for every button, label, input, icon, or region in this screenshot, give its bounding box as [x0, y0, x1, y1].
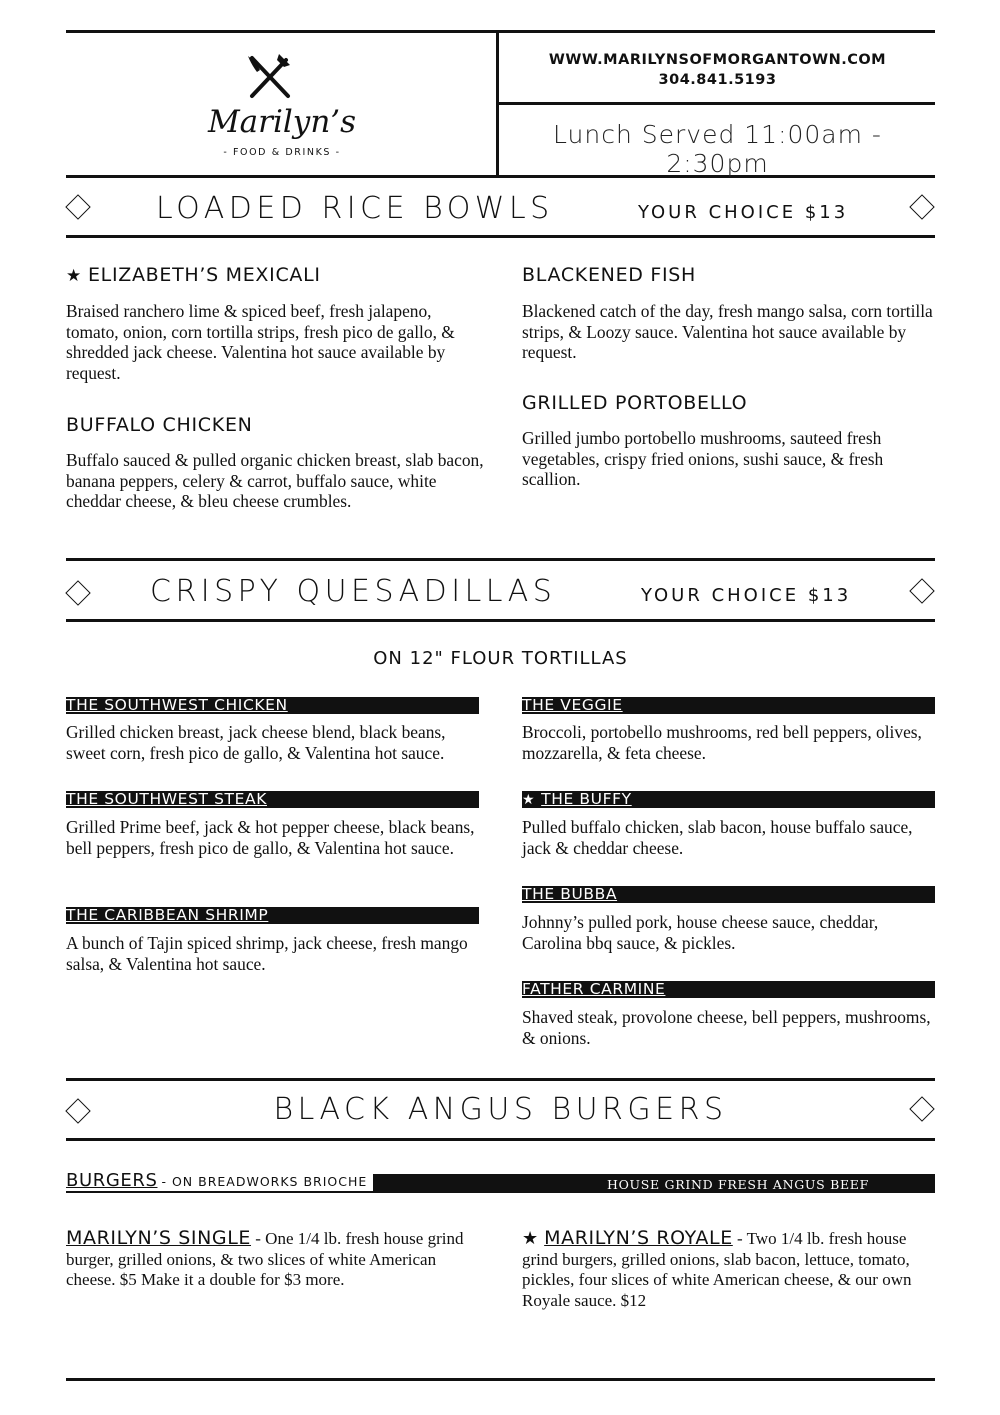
- burgers-beef-note: HOUSE GRIND FRESH ANGUS BEEF: [607, 1177, 869, 1192]
- item-title: THE SOUTHWEST STEAK: [66, 790, 267, 808]
- item-title: BLACKENED FISH: [522, 264, 697, 286]
- item-title: GRILLED PORTOBELLO: [522, 392, 748, 414]
- diamond-icon: [909, 578, 934, 603]
- top-rule: [66, 30, 935, 33]
- item-description: A bunch of Tajin spiced shrimp, jack cheese, fresh mango salsa, & Valentina hot sauce.: [66, 933, 468, 974]
- section-price-rice-bowls: YOUR CHOICE $13: [638, 202, 849, 223]
- item-description: Shaved steak, provolone cheese, bell peppers, mushrooms, & onions.: [522, 1007, 931, 1048]
- section-price-quesadillas: YOUR CHOICE $13: [641, 585, 852, 606]
- lunch-hours: Lunch Served 11:00am - 2:30pm: [553, 120, 882, 178]
- website-url[interactable]: WWW.MARILYNSOFMORGANTOWN.COM: [548, 52, 887, 68]
- burgers-label: BURGERS: [66, 1170, 158, 1191]
- star-icon: ★: [522, 1228, 539, 1249]
- diamond-icon: [65, 194, 90, 219]
- item-description: - One 1/4 lb. fresh house grind burger, grilled onions, & two slices of white American cheese. $5 Make it a double for $3 more.: [66, 1229, 464, 1289]
- item-title: THE VEGGIE: [522, 696, 623, 714]
- item-description: Broccoli, portobello mushrooms, red bell peppers, olives, mozzarella, & feta cheese.: [522, 722, 922, 763]
- section-title-rice-bowls: LOADED RICE BOWLS: [156, 191, 554, 226]
- phone-number[interactable]: 304.841.5193: [658, 72, 777, 88]
- item-title: MARILYN’S SINGLE: [66, 1227, 252, 1249]
- brand-name: Marilyn’s: [207, 104, 357, 140]
- star-icon: ★: [522, 792, 536, 808]
- item-title: ★ ELIZABETH’S MEXICALI: [66, 264, 321, 286]
- burger-item: [66, 1228, 486, 1291]
- section-title-burgers: BLACK ANGUS BURGERS: [273, 1092, 728, 1127]
- item-description: Grilled jumbo portobello mushrooms, sauteed fresh vegetables, crispy fried onions, sushi sauce, & fresh scallion.: [522, 428, 884, 489]
- star-icon: ★: [66, 266, 82, 286]
- diamond-icon: [65, 580, 90, 605]
- item-bar: [66, 697, 479, 714]
- item-bar: [522, 697, 935, 714]
- brand-tagline: - FOOD & DRINKS -: [223, 147, 341, 158]
- burgers-bar-label: [66, 1170, 373, 1191]
- item-description: Buffalo sauced & pulled organic chicken breast, slab bacon, banana peppers, celery & carrot, buffalo sauce, white cheddar cheese, & bleu cheese crumbles.: [66, 450, 484, 511]
- bottom-rule: [66, 1378, 935, 1381]
- item-description: Grilled chicken breast, jack cheese blend, black beans, sweet corn, fresh pico de gallo, & Valentina hot sauce.: [66, 722, 446, 763]
- diamond-icon: [909, 194, 934, 219]
- item-title: THE CARIBBEAN SHRIMP: [66, 906, 269, 924]
- section-rule: [66, 558, 935, 561]
- burger-item: [522, 1228, 936, 1311]
- item-description: Grilled Prime beef, jack & hot pepper cheese, black beans, bell peppers, fresh pico de gallo, & Valentina hot sauce.: [66, 817, 475, 858]
- item-description: Braised ranchero lime & spiced beef, fresh jalapeno, tomato, onion, corn tortilla strips, fresh pico de gallo, & shredded jack cheese. Valentina hot sauce available by request.: [66, 301, 455, 383]
- item-bar: [522, 886, 935, 903]
- item-bar: [66, 907, 479, 924]
- section-rule: [66, 1078, 935, 1081]
- section-rule: [66, 1138, 935, 1141]
- item-title: BUFFALO CHICKEN: [66, 414, 253, 436]
- item-title: MARILYN’S ROYALE: [544, 1227, 733, 1249]
- section-rule: [66, 619, 935, 622]
- logo-icon: [246, 52, 294, 100]
- header-divider-horizontal: [499, 102, 935, 105]
- item-description: Pulled buffalo chicken, slab bacon, house buffalo sauce, jack & cheddar cheese.: [522, 817, 913, 858]
- item-description: Johnny’s pulled pork, house cheese sauce, cheddar, Carolina bbq sauce, & pickles.: [522, 912, 879, 953]
- section-subtitle: ON 12" FLOUR TORTILLAS: [373, 648, 628, 669]
- item-bar: [522, 791, 935, 808]
- item-bar: [66, 791, 479, 808]
- section-rule: [66, 235, 935, 238]
- item-bar: [522, 981, 935, 998]
- section-title-quesadillas: CRISPY QUESADILLAS: [150, 574, 557, 609]
- crossed-fork-knife-icon: [246, 52, 294, 100]
- item-title: ★ THE BUFFY: [522, 790, 632, 808]
- item-description: Blackened catch of the day, fresh mango salsa, corn tortilla strips, & Loozy sauce. Valentina hot sauce available by request.: [522, 301, 933, 362]
- item-description: - Two 1/4 lb. fresh house grind burgers, grilled onions, slab bacon, lettuce, tomato, pickles, four slices of white American cheese, & our own Royale sauce. $12: [522, 1229, 912, 1310]
- item-title: THE BUBBA: [522, 885, 618, 903]
- item-title: THE SOUTHWEST CHICKEN: [66, 696, 288, 714]
- burgers-bun-note: - ON BREADWORKS BRIOCHE: [161, 1174, 368, 1189]
- item-title: FATHER CARMINE: [522, 980, 666, 998]
